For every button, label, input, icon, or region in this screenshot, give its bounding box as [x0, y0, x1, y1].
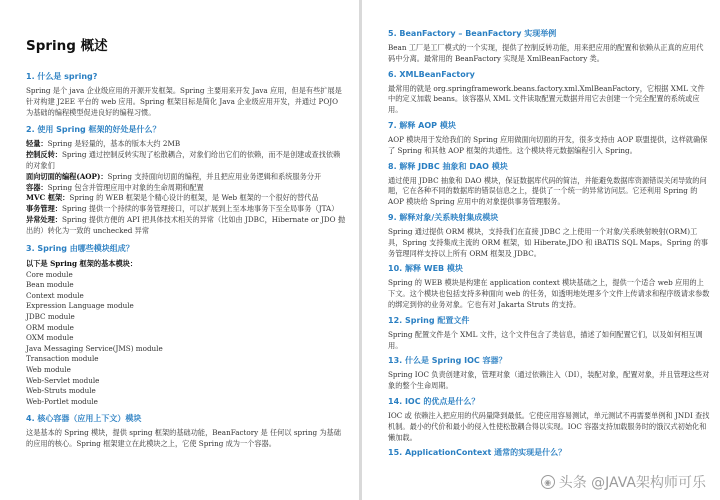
section-heading-13: 13. 什么是 Spring IOC 容器？ — [388, 356, 507, 366]
benefit-item: 异常处理：Spring 提供方便的 API 把具体技术相关的异常（比如由 JDBC，Hibernate or JDO 抛出的）转化为一致的 unchecked 异常 — [26, 214, 346, 235]
benefit-item: 面向切面的编程(AOP)：Spring 支持面向切面的编程，并且把应用业务逻辑和系统服务分开 — [26, 171, 322, 181]
section-heading-3: 3. Spring 由哪些模块组成？ — [26, 243, 134, 253]
left-page — [0, 0, 359, 500]
module-item: Java Messaging Service(JMS) module — [26, 343, 163, 353]
section-text-4: 这是基本的 Spring 模块，提供 spring 框架的基础功能，BeanFactory 是 任何以 spring 为基础的应用的核心。Spring 框架建立在此模块之上，它使 Spring 成为一个容器。 — [26, 428, 341, 449]
benefit-item: 事务管理：Spring 提供一个持续的事务管理接口，可以扩展到上至本地事务下至全局事务（JTA） — [26, 204, 339, 214]
section-heading-15: 15. ApplicationContext 通常的实现是什么？ — [388, 448, 567, 458]
section-text-6: 最常用的就是 org.springframework.beans.factory.xml.XmlBeanFactory，它根据 XML 文件中的定义加载 beans。该容器从 XML 文件读取配置元数据并用它去创建一个完全配置的系统或应用。 — [388, 83, 705, 115]
document-title: Spring 概述 — [26, 38, 108, 54]
section-text-13: Spring IOC 负责创建对象，管理对象（通过依赖注入（DI），装配对象，配置对象，并且管理这些对象的整个生命周期。 — [388, 370, 710, 391]
section-text-14: IOC 或 依赖注入把应用的代码量降到最低。它使应用容易测试，单元测试不再需要单例和 JNDI 查找机制。最小的代价和最小的侵入性使松散耦合得以实现。IOC 容器支持加载服务时的饿汉式初始化和懒加载。 — [388, 410, 710, 442]
section-heading-6: 6. XMLBeanFactory — [388, 69, 475, 79]
benefit-item: MVC 框架：Spring 的 WEB 框架是个精心设计的框架，是 Web 框架的一个很好的替代品 — [26, 193, 319, 203]
section-text-1: Spring 是个 java 企业级应用的开源开发框架。Spring 主要用来开发 Java 应用，但是有些扩展是针对构建 J2EE 平台的 web 应用。Spring 框架目标是简化 Java 企业级应用开发，并通过 POJO 为基础的编程模型促进良好的编程习惯。 — [26, 86, 342, 117]
module-item: Transaction module — [26, 354, 99, 364]
module-item: ORM module — [26, 322, 74, 332]
watermark-text: 头条 @JAVA架构师可乐 — [558, 475, 706, 491]
section-text-5: Bean 工厂是工厂模式的一个实现，提供了控制反转功能，用来把应用的配置和依赖从正真的应用代码中分离。最常用的 BeanFactory 实现是 XmlBeanFactory 类。 — [388, 43, 704, 63]
benefit-item: 控制反转：Spring 通过控制反转实现了松散耦合，对象们给出它们的依赖，而不是创建或查找依赖的对象们 — [26, 150, 341, 170]
right-page — [362, 0, 720, 500]
section-heading-4: 4. 核心容器（应用上下文）模块 — [26, 414, 142, 424]
module-item: OXM module — [26, 333, 74, 343]
section-text-10: Spring 的 WEB 模块是构建在 application context 模块基础之上，提供一个适合 web 应用的上下文。这个模块也包括支持多种面向 web 的任务，如透明地处理多个文件上传请求和程序级请求参数的绑定到你的业务对象。它也有对 Jakarta Struts 的支持。 — [388, 278, 710, 309]
section-heading-10: 10. 解释 WEB 模块 — [388, 264, 463, 274]
watermark — [541, 472, 706, 492]
section-heading-9: 9. 解释对象/关系映射集成模块 — [388, 212, 499, 222]
section-heading-8: 8. 解释 JDBC 抽象和 DAO 模块 — [388, 161, 508, 171]
section-heading-12: 12. Spring 配置文件 — [388, 315, 470, 325]
module-item: Web-Servlet module — [26, 375, 100, 385]
modules-intro: 以下是 Spring 框架的基本模块： — [26, 258, 138, 268]
module-item: Web module — [26, 364, 71, 374]
section-heading-7: 7. 解释 AOP 模块 — [388, 120, 456, 130]
section-text-12: Spring 配置文件是个 XML 文件，这个文件包含了类信息，描述了如何配置它们，以及如何相互调用。 — [388, 329, 703, 350]
section-heading-2: 2. 使用 Spring 框架的好处是什么？ — [26, 125, 161, 135]
section-heading-14: 14. IOC 的优点是什么？ — [388, 396, 480, 406]
section-text-8: 通过使用 JDBC 抽象和 DAO 模块，保证数据库代码的简洁，并能避免数据库资源错误关闭导致的问题，它在各种不同的数据库的错误信息之上，提供了一个统一的异常访问层。它还利用 Spring 的 AOP 模块给 Spring 应用中的对象提供事务管理服务。 — [388, 175, 707, 207]
module-item: Core module — [26, 269, 73, 279]
module-item: Web-Struts module — [26, 386, 96, 396]
section-text-7: AOP 模块用于发给我们的 Spring 应用做面向切面的开发，很多支持由 AOP 联盟提供，这样就确保了 Spring 和其他 AOP 框架的共通性。这个模块将元数据编程引入 Spring。 — [388, 134, 708, 155]
module-item: JDBC module — [26, 311, 75, 321]
module-item: Bean module — [26, 280, 74, 290]
section-text-9: Spring 通过提供 ORM 模块，支持我们在直接 JDBC 之上使用一个对象/关系映射映射(ORM)工具，Spring 支持集成主流的 ORM 框架，如 Hiberate,JDO 和 iBATIS SQL Maps。Spring 的事务管理同样支持以上所有 ORM 框架及 JDBC。 — [388, 226, 708, 258]
section-heading-5: 5. BeanFactory – BeanFactory 实现举例 — [388, 29, 557, 38]
module-item: Context module — [26, 290, 84, 300]
benefit-item: 轻量：Spring 是轻量的，基本的版本大约 2MB — [26, 139, 181, 149]
module-item: Expression Language module — [26, 301, 134, 311]
section-heading-1: 1. 什么是 spring? — [26, 72, 98, 81]
module-item: Web-Portlet module — [26, 396, 98, 406]
benefit-item: 容器：Spring 包含并管理应用中对象的生命周期和配置 — [26, 182, 204, 192]
watermark-logo-icon: ◉ — [541, 475, 555, 489]
